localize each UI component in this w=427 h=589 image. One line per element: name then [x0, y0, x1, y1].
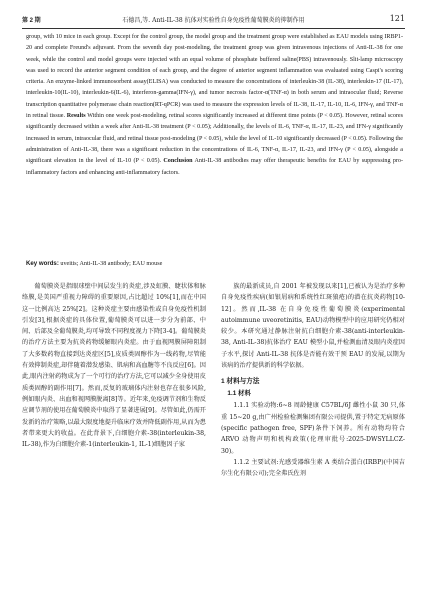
reagents-paragraph: 1.1.2 主要试剂:光感受器维生素 A 类结合蛋白(IRBP)(中国吉尔生化有限公司);完全弗氏佐剂: [221, 458, 405, 478]
conclusion-label: Conclusion: [163, 158, 193, 165]
intro-paragraph-continued: 族的最新成员,自 2001 年被发现以来[1],已被认为是治疗多种自身免疫性疾病(如银屑病和系统性红斑狼疮)的潜在抗炎药物[10-12]。然而,IL-38 在自身免疫性葡萄膜炎(experimental autoimmune uveoretinitis, EAU)动物模型中的应用研究仍相对较少。本研究通过静脉注射抗白细胞介素-38(anti-interleukin-38, Anti-IL-38)抗体治疗 EAU 模型小鼠,并检测血清及眼内炎症因子水平,探讨 Anti-IL-38 抗体是否能有效干预 EAU 的发展,以期为该病的治疗提供新的科学依据。: [221, 283, 405, 370]
animals-paragraph: 1.1.1 实验动物:6~8 周龄健康 C57BL/6J 雌性小鼠 30 只,体重 15~20 g,由广州检验检测集团有限公司提供,置于特定无病原体(specific pathogen free, SPF)条件下饲养。所有动物均符合 ARVO 动物声明和机构政策(伦理审批号:2025-DWSYLLCZ-30)。: [221, 402, 405, 455]
english-abstract: [26, 32, 403, 179]
intro-paragraph: 葡萄膜炎是指眼球壁中间层发生的炎症,涉及虹膜、睫状体和脉络膜,是美国严重视力障碍的重要原因,占比超过 10%[1],而在中国这一比例高达 25%[2]。这种炎症主要由感染性或自身免疫性机制引发[3],根据炎症的具体位置,葡萄膜炎可以进一步分为前部、中间、后部及全葡萄膜炎,均可导致不同程度视力下降[3-4]。葡萄膜炎的治疗方法主要为抗炎药物缓解眼内炎症。由于血视网膜屏障阻制了大多数药物直接到达炎症区[5],皮质类固醇作为一线药物,尽管能有效抑制炎症,却伴随着潜发感染、肌病和高血糖等不良反应[6]。因此,眼内注射药物成为了一个可行的治疗方法,它可以减少全身使用皮质类固醇的副作用[7]。然而,反复的玻璃体内注射也存在很多风险,例如眼内炎、出血和视网膜脱离[8]等。近年来,免疫调节剂和生物反应调节剂的使用在葡萄膜炎中取得了显著进展[9]。尽管如此,仍需开发新的治疗策略,以最大限度地提升临床疗效并降低副作用,从而为患者带来更大的收益。在此背景下,白细胞介素-38(interleukin-38, IL-38),作为白细胞介素-1(interleukin-1, IL-1)细胞因子家: [22, 283, 206, 449]
keywords: [26, 258, 403, 270]
running-header: [22, 14, 405, 26]
header-rule: [22, 28, 405, 29]
abstract-text-methods: group, with 10 mice in each group. Except for the control group, the model group and the treatment group were established as EAU models using IRBP1-20 and complete Freund's adjuvant. From the seventh day post-modeling, the treatment group was given intravenous injections of Anti-IL-38 for one week, while the control and model groups were injected with an equal volume of phosphate buffered saline(PBS) intravenously. Slit-lamp microscopy was used to record the anterior segment condition of each group, and the degree of anterior segment inflammation was evaluated using Caspi's scoring criteria. An enzyme-linked immunosorbent assay(ELISA) was conducted to measure the concentrations of interleukin-38 (IL-38), interleukin-17 (IL-17), interleukin-10(IL-10), interleukin-6(IL-6), interferon-gamma(IFN-γ), and tumor necrosis factor-α(TNF-α) in both serum and intraocular fluid; Reverse transcription quantitative polymerase chain reaction(RT-qPCR) was used to measure the expression levels of IL-38, IL-17, IL-10, IL-6, IFN-γ, and TNF-α in retinal tissue.: [26, 34, 403, 120]
page-number: 121: [389, 14, 405, 23]
section-title: 1 材料与方法: [221, 378, 260, 386]
abstract-text-conclusion: Anti-IL-38 antibodies may offer therapeutic benefits for EAU by suppressing pro-inflammatory factors and enhancing anti-inflammatory factors.: [26, 158, 404, 176]
keywords-label: Key words:: [26, 260, 59, 267]
subsection-title: 1.1 材料: [227, 390, 251, 398]
right-column: [221, 281, 405, 479]
left-column: [22, 281, 206, 450]
running-title: 石德昌,等. Anti-IL-38 抗体对实验性自身免疫性葡萄膜炎的抑制作用: [122, 17, 305, 24]
issue-label: 第 2 期: [22, 18, 41, 24]
keywords-text: uveitis; Anti-IL-38 antibody; EAU mouse: [60, 261, 163, 267]
results-label: Results: [66, 113, 86, 120]
abstract-text-results: Within one week post-modeling, retinal scores significantly increased at different time points (P < 0.05). However, retinal scores significantly decreased within a week after Anti-IL-38 treatment (P < 0.05); Additionally, the levels of IL-6, TNF-α, IL-17, IL-23, and IFN-γ significantly increased in serum, intraocular fluid, and retinal tissue post-modeling (P < 0.05), while the level of IL-10 significantly decreased (P < 0.05). Following the administration of Anti-IL-38, there was a significant reduction in the concentrations of IL-6, TNF-α, IL-17, IL-23, and IFN-γ (P < 0.05), alongside a significant elevation in the level of IL-10 (P < 0.05).: [26, 113, 403, 165]
